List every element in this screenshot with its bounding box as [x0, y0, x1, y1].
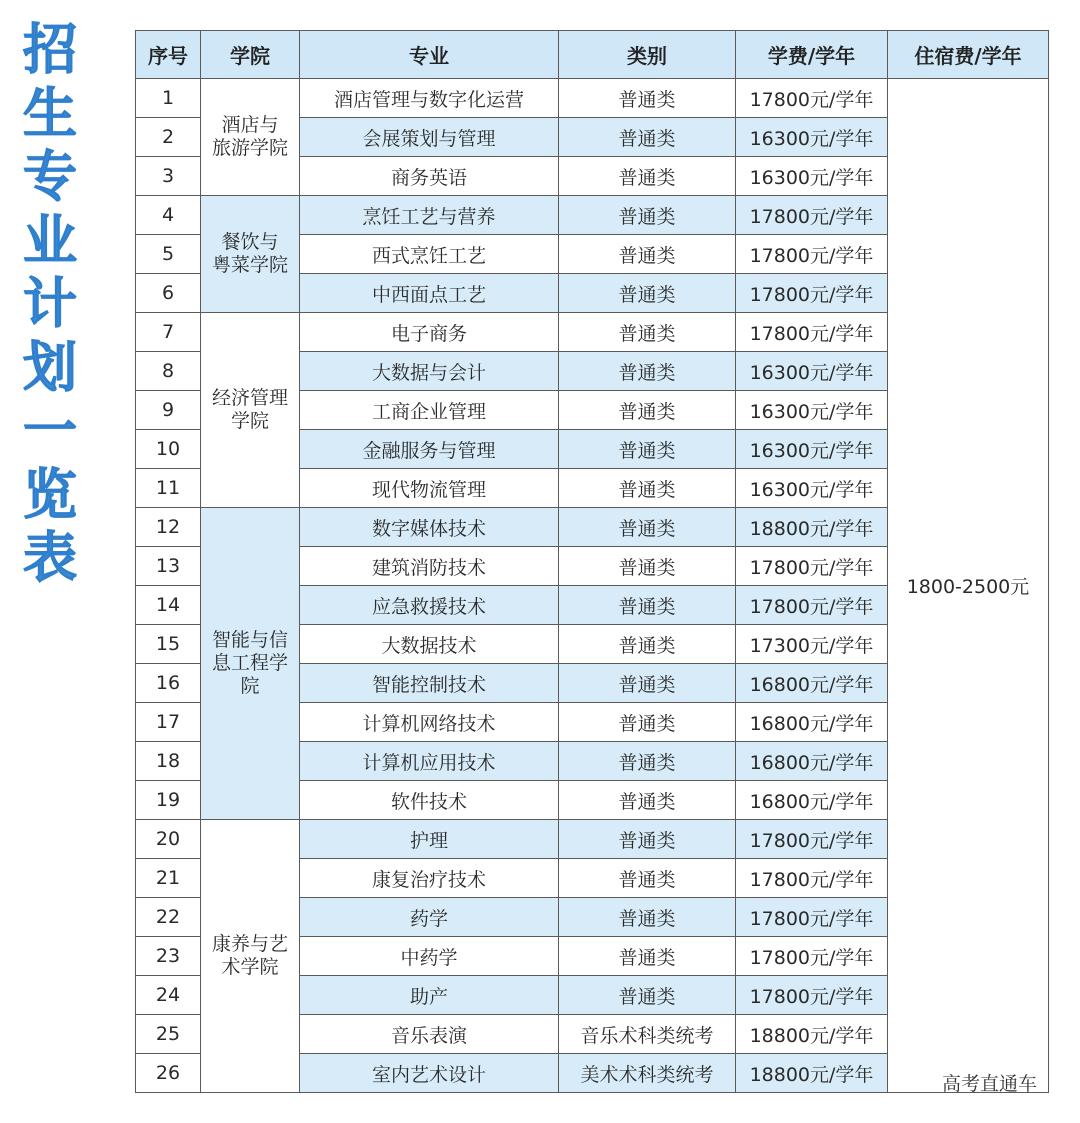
major-cell: 智能控制技术	[300, 664, 559, 703]
seq-cell: 15	[136, 625, 201, 664]
tuition-cell: 16800元/学年	[736, 742, 888, 781]
tuition-cell: 17800元/学年	[736, 820, 888, 859]
category-cell: 普通类	[559, 196, 736, 235]
seq-cell: 13	[136, 547, 201, 586]
tuition-cell: 17800元/学年	[736, 235, 888, 274]
category-cell: 普通类	[559, 79, 736, 118]
major-cell: 音乐表演	[300, 1015, 559, 1054]
seq-cell: 18	[136, 742, 201, 781]
tuition-cell: 17800元/学年	[736, 196, 888, 235]
college-name-line: 经济管理	[211, 387, 288, 409]
major-cell: 数字媒体技术	[300, 508, 559, 547]
category-cell: 普通类	[559, 391, 736, 430]
major-cell: 现代物流管理	[300, 469, 559, 508]
category-cell: 音乐术科类统考	[559, 1015, 736, 1054]
header-major: 专业	[300, 31, 559, 79]
dorm-fee-cell: 1800-2500元	[888, 79, 1049, 1093]
tuition-cell: 18800元/学年	[736, 1054, 888, 1093]
seq-cell: 2	[136, 118, 201, 157]
seq-cell: 20	[136, 820, 201, 859]
tuition-cell: 16300元/学年	[736, 391, 888, 430]
category-cell: 普通类	[559, 820, 736, 859]
tuition-cell: 16300元/学年	[736, 352, 888, 391]
page-title	[14, 18, 86, 590]
tuition-cell: 16800元/学年	[736, 664, 888, 703]
tuition-cell: 17800元/学年	[736, 859, 888, 898]
title-char: 计	[23, 272, 77, 335]
college-name-line: 酒店与	[221, 114, 279, 136]
major-cell: 助产	[300, 976, 559, 1015]
tuition-cell: 17800元/学年	[736, 586, 888, 625]
college-name-line: 旅游学院	[211, 137, 288, 159]
seq-cell: 4	[136, 196, 201, 235]
tuition-cell: 17800元/学年	[736, 898, 888, 937]
title-char: 览	[23, 462, 77, 526]
major-cell: 大数据技术	[300, 625, 559, 664]
table-header-row	[136, 31, 1049, 79]
tuition-cell: 17800元/学年	[736, 547, 888, 586]
major-cell: 计算机网络技术	[300, 703, 559, 742]
tuition-cell: 16800元/学年	[736, 703, 888, 742]
seq-cell: 3	[136, 157, 201, 196]
seq-cell: 16	[136, 664, 201, 703]
seq-cell: 23	[136, 937, 201, 976]
tuition-cell: 17800元/学年	[736, 79, 888, 118]
major-cell: 金融服务与管理	[300, 430, 559, 469]
major-cell: 烹饪工艺与营养	[300, 196, 559, 235]
title-char: 表	[23, 526, 77, 589]
seq-cell: 10	[136, 430, 201, 469]
seq-cell: 26	[136, 1054, 201, 1093]
seq-cell: 6	[136, 274, 201, 313]
category-cell: 普通类	[559, 781, 736, 820]
category-cell: 普通类	[559, 859, 736, 898]
seq-cell: 11	[136, 469, 201, 508]
seq-cell: 1	[136, 79, 201, 118]
seq-cell: 22	[136, 898, 201, 937]
enrollment-plan-table	[135, 30, 1049, 1093]
header-category: 类别	[559, 31, 736, 79]
category-cell: 普通类	[559, 508, 736, 547]
title-char: 招	[23, 18, 77, 81]
college-cell	[201, 79, 300, 196]
major-cell: 应急救援技术	[300, 586, 559, 625]
major-cell: 西式烹饪工艺	[300, 235, 559, 274]
tuition-cell: 16300元/学年	[736, 469, 888, 508]
category-cell: 普通类	[559, 703, 736, 742]
seq-cell: 5	[136, 235, 201, 274]
major-cell: 室内艺术设计	[300, 1054, 559, 1093]
category-cell: 美术术科类统考	[559, 1054, 736, 1093]
seq-cell: 8	[136, 352, 201, 391]
major-cell: 计算机应用技术	[300, 742, 559, 781]
major-cell: 软件技术	[300, 781, 559, 820]
category-cell: 普通类	[559, 313, 736, 352]
title-char: 业	[23, 208, 77, 272]
category-cell: 普通类	[559, 430, 736, 469]
college-cell	[201, 196, 300, 313]
category-cell: 普通类	[559, 937, 736, 976]
college-name-line: 智能与信	[211, 629, 288, 651]
category-cell: 普通类	[559, 274, 736, 313]
major-cell: 商务英语	[300, 157, 559, 196]
title-char: 一	[23, 399, 77, 462]
tuition-cell: 17800元/学年	[736, 313, 888, 352]
header-college: 学院	[201, 31, 300, 79]
tuition-cell: 16300元/学年	[736, 430, 888, 469]
category-cell: 普通类	[559, 742, 736, 781]
category-cell: 普通类	[559, 898, 736, 937]
header-seq: 序号	[136, 31, 201, 79]
category-cell: 普通类	[559, 547, 736, 586]
category-cell: 普通类	[559, 235, 736, 274]
major-cell: 康复治疗技术	[300, 859, 559, 898]
category-cell: 普通类	[559, 625, 736, 664]
college-name-line: 康养与艺	[211, 933, 288, 955]
seq-cell: 7	[136, 313, 201, 352]
college-cell	[201, 313, 300, 508]
category-cell: 普通类	[559, 469, 736, 508]
major-cell: 会展策划与管理	[300, 118, 559, 157]
seq-cell: 25	[136, 1015, 201, 1054]
seq-cell: 19	[136, 781, 201, 820]
college-name-line: 餐饮与	[221, 231, 279, 253]
tuition-cell: 17800元/学年	[736, 976, 888, 1015]
tuition-cell: 16300元/学年	[736, 157, 888, 196]
major-cell: 电子商务	[300, 313, 559, 352]
title-char: 划	[23, 335, 77, 399]
title-char: 生	[23, 81, 77, 145]
header-dorm: 住宿费/学年	[888, 31, 1049, 79]
watermark: 高考直通车	[942, 1073, 1038, 1095]
category-cell: 普通类	[559, 664, 736, 703]
college-cell	[201, 508, 300, 820]
category-cell: 普通类	[559, 118, 736, 157]
college-cell	[201, 820, 300, 1093]
category-cell: 普通类	[559, 976, 736, 1015]
header-tuition: 学费/学年	[736, 31, 888, 79]
college-name-line: 粤菜学院	[211, 254, 288, 276]
major-cell: 酒店管理与数字化运营	[300, 79, 559, 118]
major-cell: 建筑消防技术	[300, 547, 559, 586]
seq-cell: 24	[136, 976, 201, 1015]
tuition-cell: 17800元/学年	[736, 274, 888, 313]
tuition-cell: 16300元/学年	[736, 118, 888, 157]
seq-cell: 14	[136, 586, 201, 625]
tuition-cell: 18800元/学年	[736, 1015, 888, 1054]
title-char: 专	[23, 145, 77, 208]
seq-cell: 21	[136, 859, 201, 898]
major-cell: 药学	[300, 898, 559, 937]
category-cell: 普通类	[559, 586, 736, 625]
tuition-cell: 18800元/学年	[736, 508, 888, 547]
major-cell: 中药学	[300, 937, 559, 976]
seq-cell: 9	[136, 391, 201, 430]
tuition-cell: 17800元/学年	[736, 937, 888, 976]
major-cell: 中西面点工艺	[300, 274, 559, 313]
major-cell: 大数据与会计	[300, 352, 559, 391]
tuition-cell: 17300元/学年	[736, 625, 888, 664]
category-cell: 普通类	[559, 352, 736, 391]
seq-cell: 12	[136, 508, 201, 547]
college-name-line: 学院	[230, 410, 269, 432]
college-name-line: 息工程学	[211, 652, 288, 674]
college-name-line: 术学院	[221, 956, 279, 978]
tuition-cell: 16800元/学年	[736, 781, 888, 820]
major-cell: 工商企业管理	[300, 391, 559, 430]
table-row	[136, 79, 1049, 118]
seq-cell: 17	[136, 703, 201, 742]
major-cell: 护理	[300, 820, 559, 859]
category-cell: 普通类	[559, 157, 736, 196]
college-name-line: 院	[240, 675, 260, 697]
